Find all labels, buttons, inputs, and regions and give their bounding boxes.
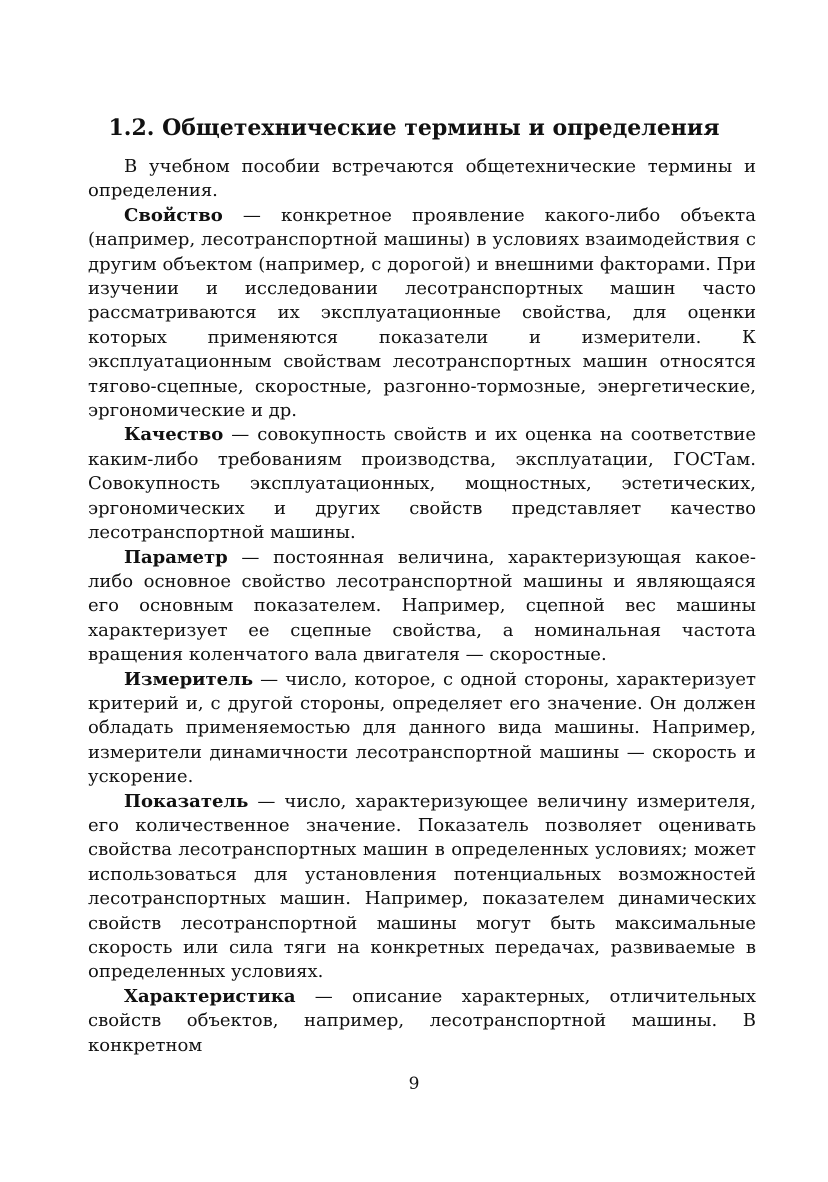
paragraph-text: — конкретное проявление какого-либо объекта (например, лесотранспортной машины) в условиях взаимодействия с другим объектом (например, с дорогой) и внешними факторами. При изучении и исследовании лесотранспортных машин часто рассматриваются их эксплуатационные свойства, для оценки которых применяются показатели и измерители. К эксплуатационным свойствам лесотранспортных машин относятся тягово-сцепные, скоростные, разгонно-тормозные, энергетические, эргономические и др.: [88, 204, 756, 422]
paragraph-meter: [88, 668, 756, 790]
term-property: Свойство: [124, 204, 223, 226]
paragraph-parameter: [88, 546, 756, 668]
paragraph-text: — описание характерных, отличительных свойств объектов, например, лесотранспортной машины. В конкретном: [88, 985, 756, 1056]
paragraph-intro: [88, 155, 756, 204]
paragraph-text: В учебном пособии встречаются общетехнические термины и определения.: [88, 156, 756, 202]
term-meter: Измеритель: [124, 668, 254, 690]
term-quality: Качество: [124, 424, 224, 446]
paragraph-text: — совокупность свойств и их оценка на соответствие каким-либо требованиям производства, эксплуатации, ГОСТам. Совокупность эксплуатационных, мощностных, эстетических, эргономических и других свойств представляет качество лесотранспортной машины.: [88, 424, 756, 544]
paragraph-indicator: [88, 790, 756, 985]
page-body: [88, 155, 756, 1058]
section-heading: 1.2. Общетехнические термины и определения: [108, 115, 720, 141]
paragraph-text: — постоянная величина, характеризующая какое-либо основное свойство лесотранспортной машины и являющаяся его основным показателем. Например, сцепной вес машины характеризует ее сцепные свойства, а номинальная частота вращения коленчатого вала двигателя — скоростные.: [88, 546, 756, 666]
paragraph-text: — число, характеризующее величину измерителя, его количественное значение. Показатель позволяет оценивать свойства лесотранспортных машин в определенных условиях; может использоваться для установления потенциальных возможностей лесотранспортных машин. Например, показателем динамических свойств лесотранспортной машины могут быть максимальные скорость или сила тяги на конкретных передачах, развиваемые в определенных условиях.: [88, 790, 756, 983]
term-characteristic: Характеристика: [124, 985, 296, 1007]
paragraph-property: [88, 204, 756, 424]
page-number: 9: [408, 1074, 420, 1094]
paragraph-characteristic: [88, 985, 756, 1058]
term-indicator: Показатель: [124, 790, 249, 812]
paragraph-quality: [88, 423, 756, 545]
term-parameter: Параметр: [124, 546, 228, 568]
paragraph-text: — число, которое, с одной стороны, характеризует критерий и, с другой стороны, определяет его значение. Он должен обладать применяемостью для данного вида машины. Например, измерители динамичности лесотранспортной машины — скорость и ускорение.: [88, 668, 756, 788]
